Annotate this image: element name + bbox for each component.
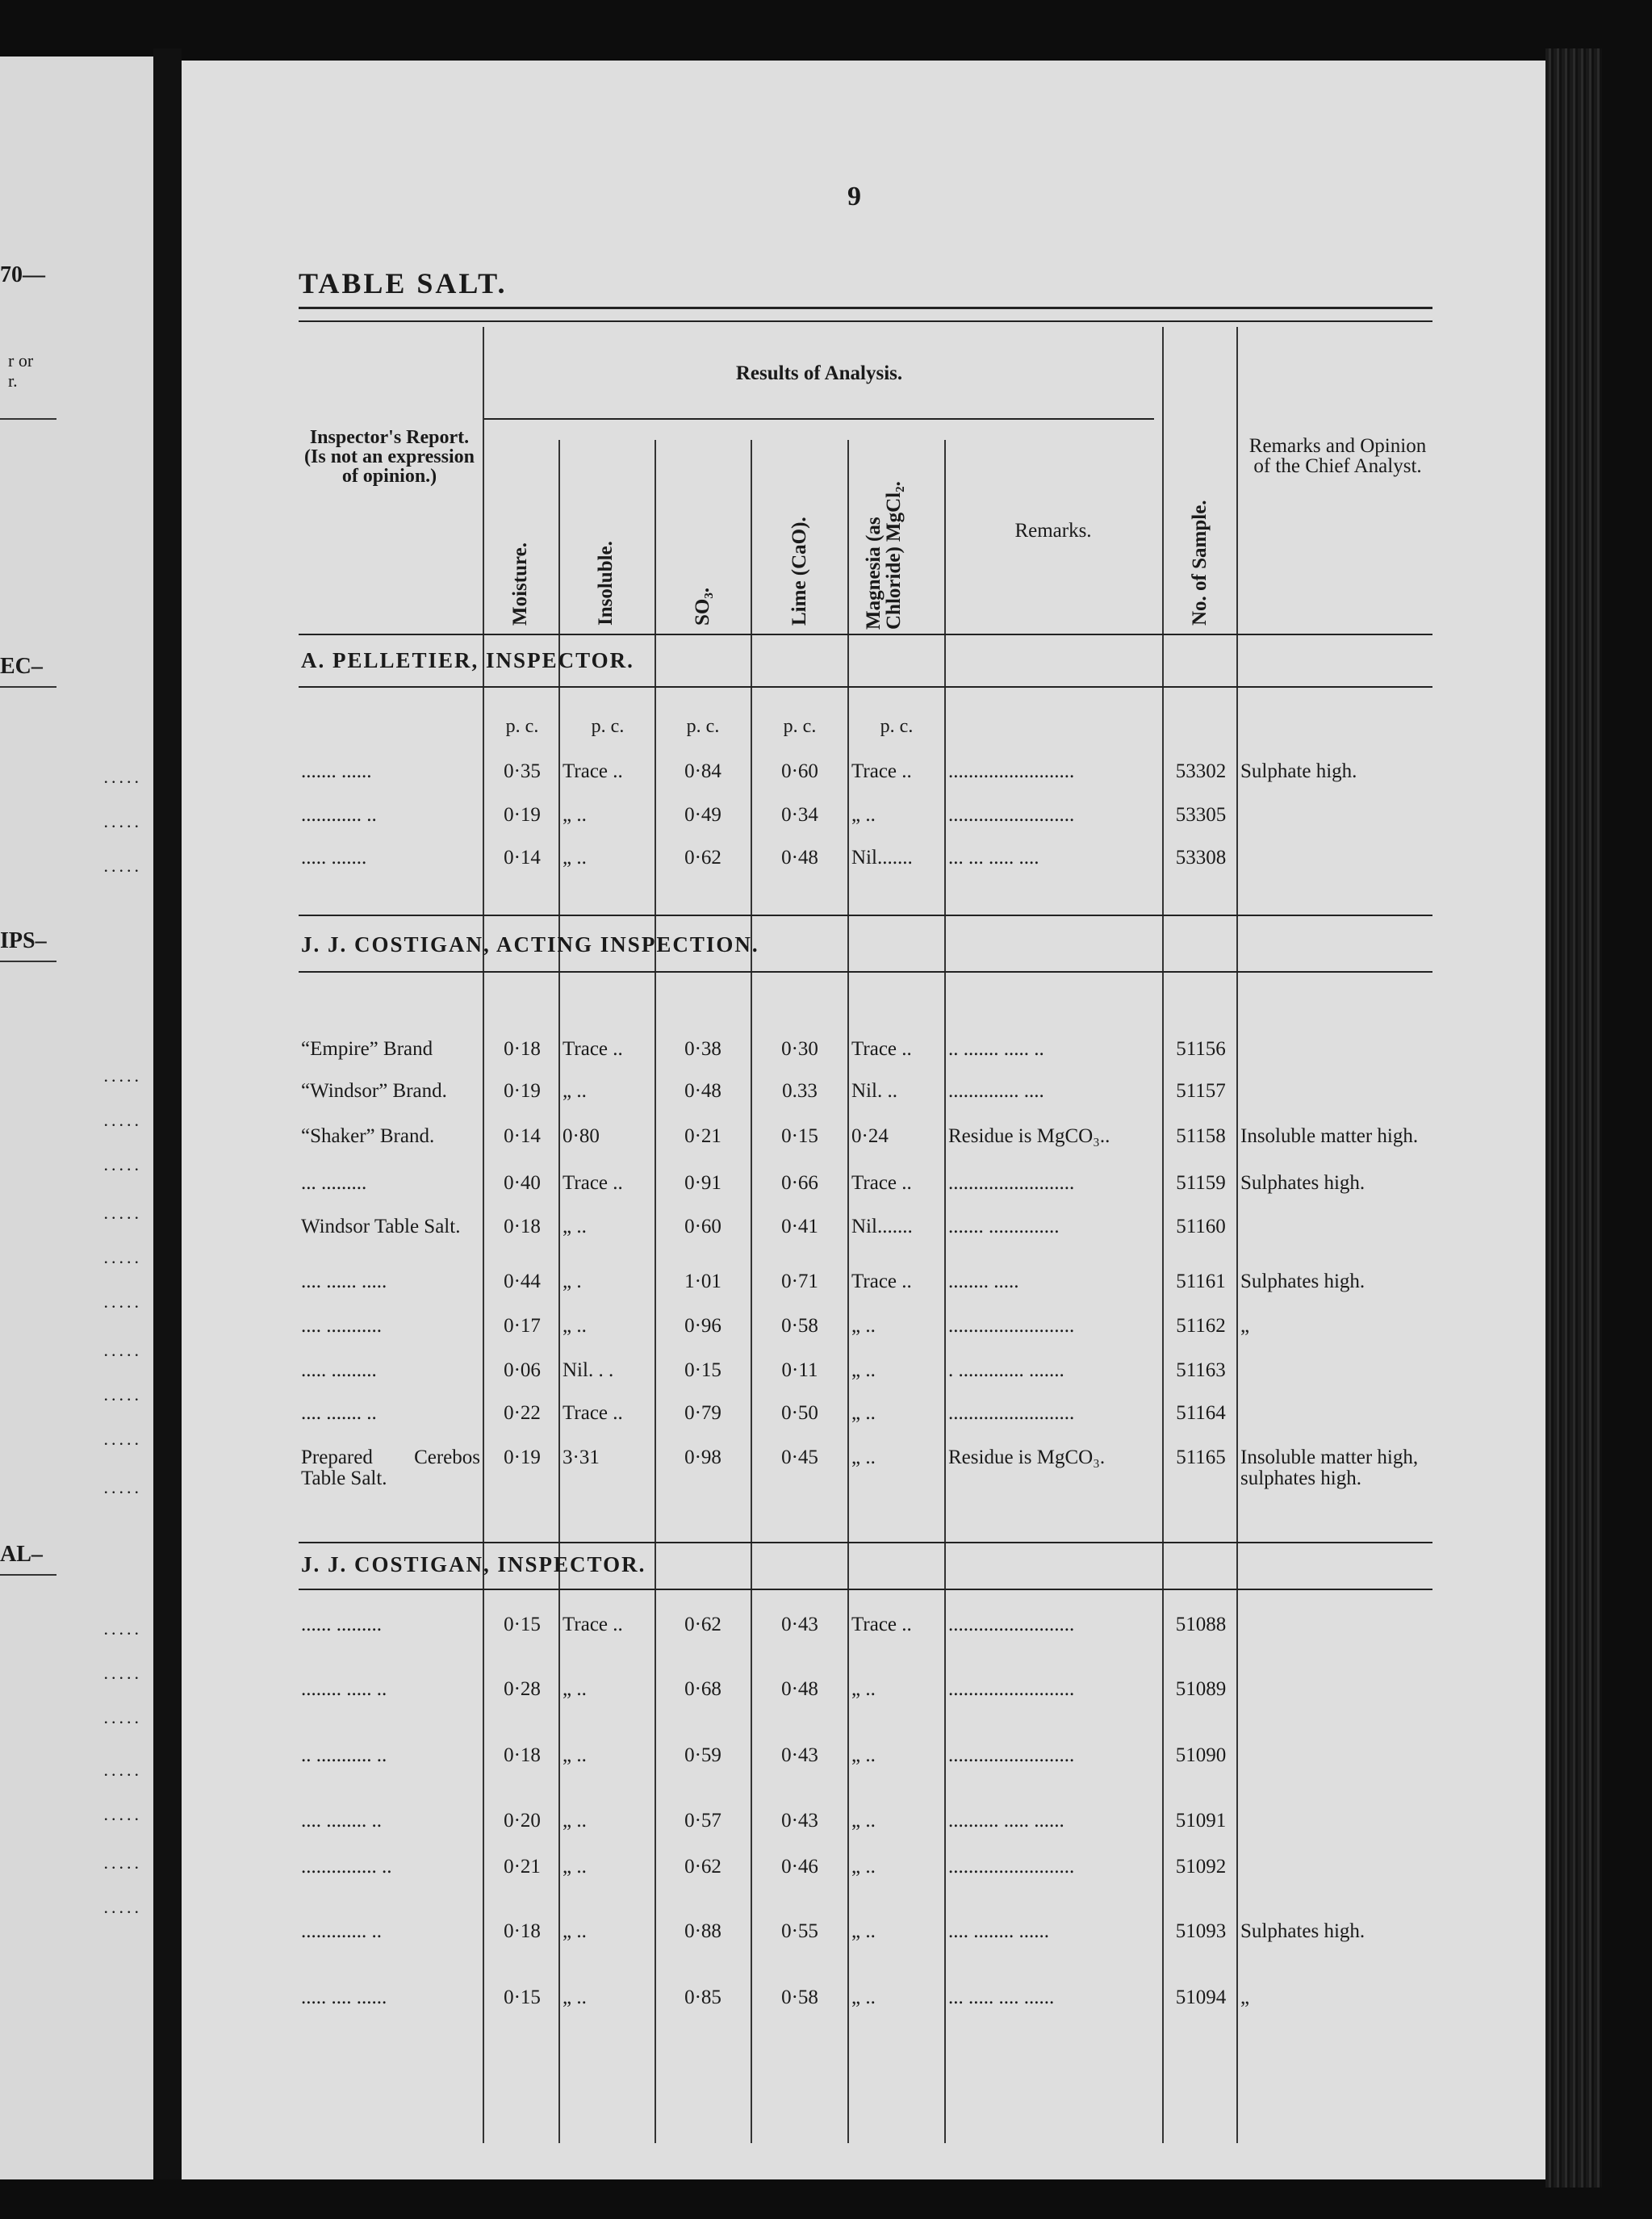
cell-magnesia: „ .. — [851, 1678, 876, 1700]
cell-sample: 51163 — [1176, 1359, 1226, 1381]
left-page-rule — [0, 961, 56, 962]
cell-remarks: ......................... — [948, 1172, 1075, 1194]
cell-remarks: ... ..... .... ...... — [948, 1987, 1055, 2008]
cell-sample: 51157 — [1176, 1080, 1226, 1102]
cell-moisture: 0·06 — [504, 1359, 541, 1381]
left-page-dot-leader: ..... — [103, 1853, 142, 1873]
cell-report: “Empire” Brand — [301, 1038, 433, 1060]
left-page-fragment: AL– — [0, 1542, 43, 1567]
cell-sample: 51165 — [1176, 1447, 1226, 1468]
cell-magnesia: 0·24 — [851, 1125, 889, 1147]
cell-report: .... ........ .. — [301, 1810, 382, 1832]
cell-sample: 51094 — [1175, 1987, 1227, 2008]
cell-insoluble: „ .. — [563, 847, 587, 869]
cell-report: ...... ......... — [301, 1614, 382, 1635]
cell-insoluble: Trace .. — [563, 760, 623, 782]
left-page-dot-leader: ..... — [103, 1477, 142, 1497]
cell-moisture: 0·15 — [504, 1614, 541, 1635]
group-title-rule — [299, 971, 1432, 973]
cell-so3: 0·79 — [684, 1402, 721, 1424]
unit-label: p. c. — [783, 716, 817, 737]
cell-magnesia: „ .. — [851, 1315, 876, 1337]
section-title: TABLE SALT. — [299, 267, 508, 299]
cell-sample: 51158 — [1176, 1125, 1226, 1147]
cell-report: ... ......... — [301, 1172, 367, 1194]
cell-lime: 0·60 — [781, 760, 818, 782]
cell-remarks: .......... ..... ...... — [948, 1810, 1064, 1832]
header-magnesia: Magnesia (as Chloride) MgCl₂. — [863, 481, 905, 630]
column-rule — [1236, 327, 1238, 2143]
cell-remarks: ......................... — [948, 760, 1075, 782]
cell-report: ....... ...... — [301, 760, 372, 782]
group-title: J. J. COSTIGAN, INSPECTOR. — [301, 1552, 646, 1576]
column-rule — [483, 327, 484, 2143]
cell-lime: 0.33 — [782, 1080, 818, 1102]
cell-moisture: 0·22 — [504, 1402, 541, 1424]
cell-moisture: 0·20 — [504, 1810, 541, 1832]
header-chief-analyst-opinion: Remarks and Opinion of the Chief Analyst. — [1248, 435, 1427, 477]
left-page-fragment: EC– — [0, 654, 43, 679]
column-rule — [847, 440, 849, 2143]
column-rule — [1162, 327, 1164, 2143]
cell-so3: 0·49 — [684, 804, 721, 826]
cell-insoluble: Nil. . . — [563, 1359, 614, 1381]
cell-lime: 0·58 — [781, 1315, 818, 1337]
left-page-dot-leader: ..... — [103, 1110, 142, 1130]
cell-magnesia: Trace .. — [851, 1271, 912, 1292]
cell-moisture: 0·17 — [504, 1315, 541, 1337]
cell-remarks: ....... .............. — [948, 1216, 1060, 1237]
cell-report: ............ .. — [301, 804, 377, 826]
group-title-rule — [299, 686, 1432, 688]
cell-opinion: Sulphates high. — [1240, 1271, 1366, 1292]
cell-report: ............. .. — [301, 1920, 382, 1942]
cell-remarks: ......................... — [948, 1315, 1075, 1337]
cell-so3: 0·57 — [684, 1810, 721, 1832]
cell-magnesia: Nil....... — [851, 1216, 913, 1237]
cell-magnesia: „ .. — [851, 804, 876, 826]
cell-moisture: 0·18 — [504, 1216, 541, 1237]
cell-remarks: ......................... — [948, 804, 1075, 826]
cell-lime: 0·58 — [781, 1987, 818, 2008]
cell-sample: 51162 — [1176, 1315, 1226, 1337]
left-page-fragment: 70— — [0, 262, 45, 287]
left-page-dot-leader: ..... — [103, 811, 142, 831]
cell-lime: 0·55 — [781, 1920, 818, 1942]
cell-lime: 0·46 — [781, 1856, 818, 1878]
cell-remarks: .............. .... — [948, 1080, 1044, 1102]
cell-sample: 51088 — [1175, 1614, 1227, 1635]
cell-remarks: .... ........ ...... — [948, 1920, 1049, 1942]
cell-sample: 51164 — [1176, 1402, 1226, 1424]
cell-insoluble: „ .. — [563, 1216, 587, 1237]
cell-so3: 0·68 — [684, 1678, 721, 1700]
top-double-rule — [299, 320, 1432, 322]
cell-so3: 0·21 — [684, 1125, 721, 1147]
cell-report: “Shaker” Brand. — [301, 1125, 435, 1147]
left-page-dot-leader: ..... — [103, 1340, 142, 1360]
cell-lime: 0·66 — [781, 1172, 818, 1194]
left-page-dot-leader: ..... — [103, 1066, 142, 1086]
cell-insoluble: Trace .. — [563, 1172, 623, 1194]
cell-remarks: ......................... — [948, 1856, 1075, 1878]
column-rule — [944, 440, 946, 2143]
header-so3: SO₃. — [692, 587, 713, 626]
unit-label: p. c. — [591, 716, 625, 737]
cell-insoluble: „ .. — [563, 1678, 587, 1700]
cell-so3: 0·48 — [684, 1080, 721, 1102]
cell-lime: 0·34 — [781, 804, 818, 826]
cell-insoluble: „ .. — [563, 1987, 587, 2008]
cell-report: Windsor Table Salt. — [301, 1216, 461, 1237]
cell-moisture: 0·28 — [504, 1678, 541, 1700]
header-lime: Lime (CaO). — [788, 517, 810, 626]
cell-moisture: 0·35 — [504, 760, 541, 782]
cell-so3: 0·15 — [684, 1359, 721, 1381]
cell-insoluble: 0·80 — [563, 1125, 600, 1147]
cell-so3: 0·96 — [684, 1315, 721, 1337]
cell-remarks: ......................... — [948, 1678, 1075, 1700]
left-page-dot-leader: ..... — [103, 1247, 142, 1267]
cell-opinion: „ — [1240, 1315, 1250, 1337]
cell-remarks: Residue is MgCO₃.. — [948, 1125, 1110, 1147]
column-rule — [751, 440, 752, 2143]
cell-moisture: 0·19 — [504, 1080, 541, 1102]
cell-so3: 0·85 — [684, 1987, 721, 2008]
cell-lime: 0·30 — [781, 1038, 818, 1060]
cell-opinion: Sulphates high. — [1240, 1920, 1366, 1942]
left-page-dot-leader: ..... — [103, 1760, 142, 1780]
cell-so3: 0·62 — [684, 1856, 721, 1878]
left-page-dot-leader: ..... — [103, 1154, 142, 1174]
left-page-dot-leader: ..... — [103, 1663, 142, 1683]
header-results-of-analysis: Results of Analysis. — [735, 362, 903, 384]
unit-label: p. c. — [686, 716, 720, 737]
document-page — [182, 61, 1545, 2179]
cell-magnesia: „ .. — [851, 1447, 876, 1468]
left-page-dot-leader: ..... — [103, 767, 142, 787]
cell-report: ............... .. — [301, 1856, 392, 1878]
cell-so3: 0·62 — [684, 847, 721, 869]
cell-so3: 0·60 — [684, 1216, 721, 1237]
cell-lime: 0·15 — [781, 1125, 818, 1147]
group-end-rule — [299, 915, 1432, 916]
cell-lime: 0·48 — [781, 1678, 818, 1700]
cell-moisture: 0·18 — [504, 1920, 541, 1942]
cell-so3: 0·59 — [684, 1744, 721, 1766]
cell-so3: 0·88 — [684, 1920, 721, 1942]
left-page-dot-leader: ..... — [103, 1707, 142, 1727]
cell-sample: 53308 — [1175, 847, 1227, 869]
cell-insoluble: „ .. — [563, 1315, 587, 1337]
column-rule — [655, 440, 656, 2143]
group-end-rule — [299, 1542, 1432, 1543]
cell-remarks: ......................... — [948, 1402, 1075, 1424]
cell-magnesia: „ .. — [851, 1856, 876, 1878]
cell-magnesia: Trace .. — [851, 1038, 912, 1060]
cell-report: Prepared Cerebos Table Salt. — [301, 1447, 480, 1490]
cell-remarks: ... ... ..... .... — [948, 847, 1039, 869]
cell-report: ..... ......... — [301, 1359, 377, 1381]
cell-opinion: Insoluble matter high, sulphates high. — [1240, 1447, 1419, 1490]
cell-report: ..... .... ...... — [301, 1987, 387, 2008]
unit-label: p. c. — [505, 716, 539, 737]
left-page-rule — [0, 418, 56, 420]
cell-insoluble: „ .. — [563, 1856, 587, 1878]
cell-lime: 0·50 — [781, 1402, 818, 1424]
cell-insoluble: „ .. — [563, 1920, 587, 1942]
header-remarks: Remarks. — [1014, 520, 1092, 542]
cell-magnesia: „ .. — [851, 1987, 876, 2008]
cell-insoluble: Trace .. — [563, 1038, 623, 1060]
column-rule — [558, 440, 560, 2143]
cell-remarks: ......................... — [948, 1614, 1075, 1635]
left-facing-page — [0, 57, 153, 2179]
cell-insoluble: „ .. — [563, 1810, 587, 1832]
left-page-fragment: IPS– — [0, 928, 47, 953]
cell-opinion: Sulphate high. — [1240, 760, 1357, 782]
left-page-dot-leader: ..... — [103, 1618, 142, 1639]
cell-moisture: 0·19 — [504, 804, 541, 826]
left-page-dot-leader: ..... — [103, 856, 142, 876]
cell-lime: 0·11 — [781, 1359, 818, 1381]
cell-opinion: „ — [1240, 1987, 1250, 2008]
cell-lime: 0·41 — [781, 1216, 818, 1237]
top-double-rule — [299, 307, 1432, 309]
cell-magnesia: Nil. .. — [851, 1080, 897, 1102]
cell-lime: 0·71 — [781, 1271, 818, 1292]
cell-lime: 0·45 — [781, 1447, 818, 1468]
group-title: J. J. COSTIGAN, ACTING INSPECTION. — [301, 932, 759, 957]
cell-sample: 51159 — [1176, 1172, 1226, 1194]
cell-report: .... ....... .. — [301, 1402, 377, 1424]
left-page-dot-leader: ..... — [103, 1897, 142, 1917]
cell-remarks: .. ....... ..... .. — [948, 1038, 1044, 1060]
cell-magnesia: „ .. — [851, 1359, 876, 1381]
cell-sample: 51090 — [1175, 1744, 1227, 1766]
left-page-dot-leader: ..... — [103, 1384, 142, 1405]
cell-insoluble: „ .. — [563, 1080, 587, 1102]
cell-insoluble: 3·31 — [563, 1447, 600, 1468]
cell-so3: 0·62 — [684, 1614, 721, 1635]
cell-opinion: Sulphates high. — [1240, 1172, 1366, 1194]
group-title: A. PELLETIER, INSPECTOR. — [301, 648, 634, 672]
cell-sample: 51093 — [1175, 1920, 1227, 1942]
cell-sample: 53302 — [1175, 760, 1227, 782]
cell-moisture: 0·18 — [504, 1038, 541, 1060]
cell-so3: 0·98 — [684, 1447, 721, 1468]
cell-report: .. ........... .. — [301, 1744, 387, 1766]
cell-moisture: 0·19 — [504, 1447, 541, 1468]
cell-so3: 1·01 — [684, 1271, 721, 1292]
cell-so3: 0·84 — [684, 760, 721, 782]
header-bottom-rule — [299, 634, 1432, 635]
cell-so3: 0·91 — [684, 1172, 721, 1194]
left-page-fragment: r. — [8, 371, 18, 391]
left-page-dot-leader: ..... — [103, 1429, 142, 1449]
cell-magnesia: „ .. — [851, 1920, 876, 1942]
cell-moisture: 0·18 — [504, 1744, 541, 1766]
cell-insoluble: Trace .. — [563, 1402, 623, 1424]
cell-sample: 53305 — [1175, 804, 1227, 826]
page-gutter — [153, 48, 182, 2179]
cell-remarks: ......................... — [948, 1744, 1075, 1766]
cell-lime: 0·43 — [781, 1810, 818, 1832]
left-page-dot-leader: ..... — [103, 1292, 142, 1312]
cell-lime: 0·43 — [781, 1614, 818, 1635]
cell-moisture: 0·14 — [504, 847, 541, 869]
cell-report: .... ........... — [301, 1315, 382, 1337]
page-number: 9 — [847, 182, 861, 211]
cell-report: ..... ....... — [301, 847, 367, 869]
cell-magnesia: „ .. — [851, 1810, 876, 1832]
left-page-rule — [0, 686, 56, 688]
results-subheader-rule — [484, 418, 1154, 420]
cell-lime: 0·48 — [781, 847, 818, 869]
header-inspectors-report: Inspector's Report. (Is not an expression of opinion.) — [304, 427, 475, 487]
cell-lime: 0·43 — [781, 1744, 818, 1766]
cell-sample: 51161 — [1176, 1271, 1226, 1292]
cell-moisture: 0·44 — [504, 1271, 541, 1292]
cell-remarks: . ............. ....... — [948, 1359, 1064, 1381]
cell-magnesia: Nil....... — [851, 847, 913, 869]
cell-sample: 51092 — [1175, 1856, 1227, 1878]
cell-insoluble: „ .. — [563, 804, 587, 826]
book-edge — [1545, 48, 1602, 2188]
header-no-of-sample: No. of Sample. — [1189, 500, 1211, 626]
header-moisture: Moisture. — [509, 542, 531, 626]
cell-moisture: 0·15 — [504, 1987, 541, 2008]
cell-magnesia: Trace .. — [851, 760, 912, 782]
cell-insoluble: „ . — [563, 1271, 582, 1292]
cell-insoluble: „ .. — [563, 1744, 587, 1766]
unit-label: p. c. — [880, 716, 914, 737]
cell-remarks: ........ ..... — [948, 1271, 1019, 1292]
left-page-rule — [0, 1574, 56, 1576]
cell-report: ........ ..... .. — [301, 1678, 387, 1700]
cell-sample: 51156 — [1176, 1038, 1226, 1060]
cell-moisture: 0·21 — [504, 1856, 541, 1878]
left-page-fragment: r or — [8, 350, 34, 371]
cell-opinion: Insoluble matter high. — [1240, 1125, 1419, 1147]
cell-sample: 51091 — [1175, 1810, 1227, 1832]
cell-so3: 0·38 — [684, 1038, 721, 1060]
cell-sample: 51089 — [1175, 1678, 1227, 1700]
group-title-rule — [299, 1589, 1432, 1590]
cell-remarks: Residue is MgCO₃. — [948, 1447, 1106, 1468]
cell-magnesia: Trace .. — [851, 1614, 912, 1635]
header-insoluble: Insoluble. — [595, 541, 617, 626]
cell-report: “Windsor” Brand. — [301, 1080, 447, 1102]
cell-magnesia: Trace .. — [851, 1172, 912, 1194]
cell-moisture: 0·40 — [504, 1172, 541, 1194]
cell-magnesia: „ .. — [851, 1744, 876, 1766]
left-page-dot-leader: ..... — [103, 1203, 142, 1223]
cell-sample: 51160 — [1176, 1216, 1226, 1237]
cell-report: .... ...... ..... — [301, 1271, 387, 1292]
cell-insoluble: Trace .. — [563, 1614, 623, 1635]
cell-moisture: 0·14 — [504, 1125, 541, 1147]
cell-magnesia: „ .. — [851, 1402, 876, 1424]
left-page-dot-leader: ..... — [103, 1804, 142, 1824]
